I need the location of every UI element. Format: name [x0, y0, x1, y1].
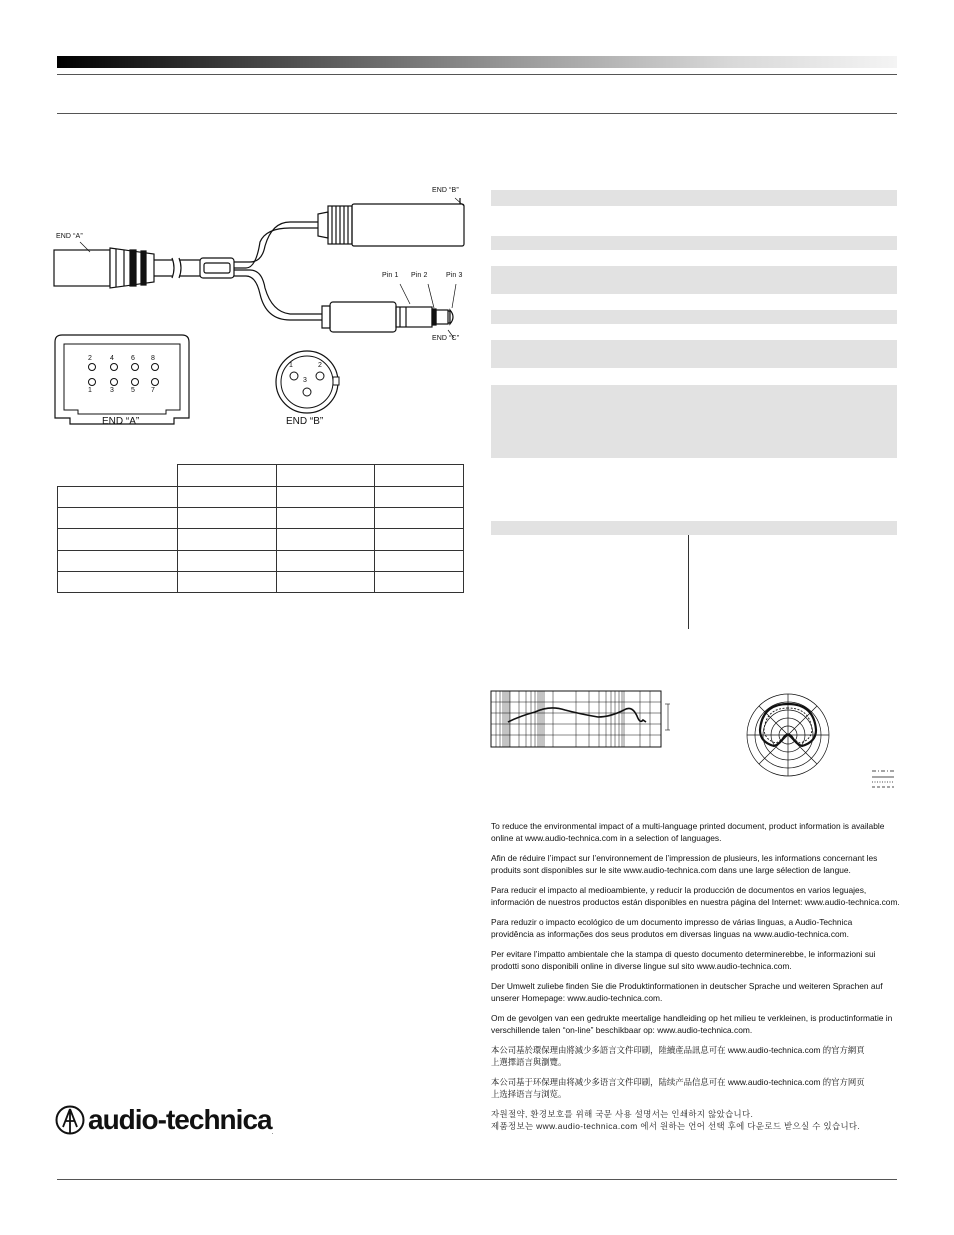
table-cell [178, 571, 277, 592]
table-cell [374, 465, 463, 487]
table-cell [58, 487, 178, 508]
conn-a-pin-top-1: 4 [110, 355, 114, 362]
note-french: Afin de réduire l’impact sur l’environnement de l’impression de plusieurs, les informations concernant les produits sont disponibles sur le site www.audio-technica.com dans une large sélection de langue. [491, 853, 878, 875]
table-cell [178, 487, 277, 508]
note-chinese-simplified: 本公司基于环保理由将减少多语言文件印刷，陆续产品信息可在 www.audio-technica.com 的官方网页 上选择语言与浏览。 [491, 1077, 865, 1099]
conn-a-pin-top-2: 6 [131, 355, 135, 362]
end-c-callout: END “C” [432, 335, 460, 342]
end-b-callout: END “B” [432, 187, 459, 194]
polar-legend-keys [870, 768, 896, 790]
note-chinese-traditional: 本公司基於環保理由將減少多語言文件印刷，陸續產品訊息可在 www.audio-technica.com 的官方網頁 上選擇語言與瀏覽。 [491, 1045, 865, 1067]
table-cell [58, 529, 178, 550]
pin2-callout: Pin 2 [411, 272, 428, 279]
table-cell [178, 508, 277, 529]
table-cell [277, 571, 375, 592]
note-german: Der Umwelt zuliebe finden Sie die Produktinformationen in deutscher Sprache und weiteren Sprachen auf unserer Homepage: www.audio-technica.com. [491, 981, 883, 1003]
table-row [58, 571, 464, 592]
table-row [58, 465, 464, 487]
end-a-plug-body [54, 250, 110, 286]
conn-b-pin-1: 2 [318, 362, 322, 369]
end-a-callout: END “A” [56, 233, 83, 240]
header-gradient-bar [57, 56, 897, 68]
table-row [58, 508, 464, 529]
conn-a-pin-bottom-1: 3 [110, 387, 114, 394]
spec-bar [491, 310, 897, 324]
note-italian: Per evitare l’impatto ambientale che la stampa di questo documento determinerebbe, le informazioni sui prodotti sono disponibili online in diverse lingue sul sito www.audio-technica.com. [491, 949, 876, 971]
conn-a-pin-bottom-0: 1 [88, 387, 92, 394]
note-english: To reduce the environmental impact of a multi-language printed document, product information is available online at www.audio-technica.com in a selection of languages. [491, 821, 885, 843]
spec-bar [491, 236, 897, 250]
conn-a-pin-bottom-3: 7 [151, 387, 155, 394]
table-cell [374, 550, 463, 571]
table-cell [277, 508, 375, 529]
table-cell [374, 487, 463, 508]
pin3-callout: Pin 3 [446, 272, 463, 279]
conn-a-pin-top-0: 2 [88, 355, 92, 362]
connector-b-face [272, 348, 344, 418]
connector-a-label: END “A” [102, 416, 140, 427]
connector-b-label: END “B” [286, 416, 324, 427]
spec-bar [491, 266, 897, 294]
note-portuguese: Para reduzir o impacto ecológico de um documento impresso de várias linguas, a Audio-Technica providência as informações dos seus produtos em diversas linguas na www.audio-technica.com. [491, 917, 853, 939]
table-cell [374, 529, 463, 550]
frequency-response-graph [490, 690, 670, 750]
spec-bar [491, 190, 897, 206]
table-cell [58, 508, 178, 529]
table-cell [178, 465, 277, 487]
polar-pattern-graph [746, 692, 846, 778]
wiring-table [57, 464, 464, 593]
header-rule [57, 74, 897, 75]
audio-technica-emblem-icon [55, 1105, 85, 1135]
table-cell [277, 529, 375, 550]
table-cell [58, 465, 178, 487]
conn-b-pin-0: 1 [289, 362, 293, 369]
table-row [58, 487, 464, 508]
cable-diagram [50, 180, 470, 350]
spec-bar [491, 385, 897, 458]
footer-rule [57, 1179, 897, 1180]
column-divider [688, 535, 689, 629]
table-cell [374, 508, 463, 529]
table-row [58, 529, 464, 550]
connector-a-face [54, 334, 190, 426]
table-cell [58, 550, 178, 571]
spec-bar [491, 521, 897, 535]
note-spanish: Para reducir el impacto al medioambiente, y reducir la producción de documentos en varios leguajes, información de nuestros productos están disponibles en nuestra página del Internet: www.audio-technica.com. [491, 885, 900, 907]
table-cell [374, 571, 463, 592]
table-cell [277, 465, 375, 487]
table-cell [178, 550, 277, 571]
conn-b-pin-2: 3 [303, 377, 307, 384]
table-cell [178, 529, 277, 550]
conn-a-pin-top-3: 8 [151, 355, 155, 362]
table-cell [277, 487, 375, 508]
logo-wordmark: audio-technica. [88, 1104, 273, 1136]
note-dutch: Om de gevolgen van een gedrukte meertalige handleiding op het milieu te verkleinen, is productinformatie in verschillende talen “on-line” beschikbaar op: www.audio-technica.com. [491, 1013, 893, 1035]
note-korean: 자원절약, 환경보호를 위해 국문 사용 설명서는 인쇄하지 않았습니다. 제품정보는 www.audio-technica.com 에서 원하는 언어 선택 후에 다운로드 받으실 수 있습니다. [491, 1109, 861, 1131]
spec-bar [491, 340, 897, 368]
conn-a-pin-bottom-2: 5 [131, 387, 135, 394]
language-notes [491, 820, 911, 1140]
table-cell [58, 571, 178, 592]
table-row [58, 550, 464, 571]
pin1-callout: Pin 1 [382, 272, 399, 279]
header-rule-lower [57, 113, 897, 114]
table-cell [277, 550, 375, 571]
